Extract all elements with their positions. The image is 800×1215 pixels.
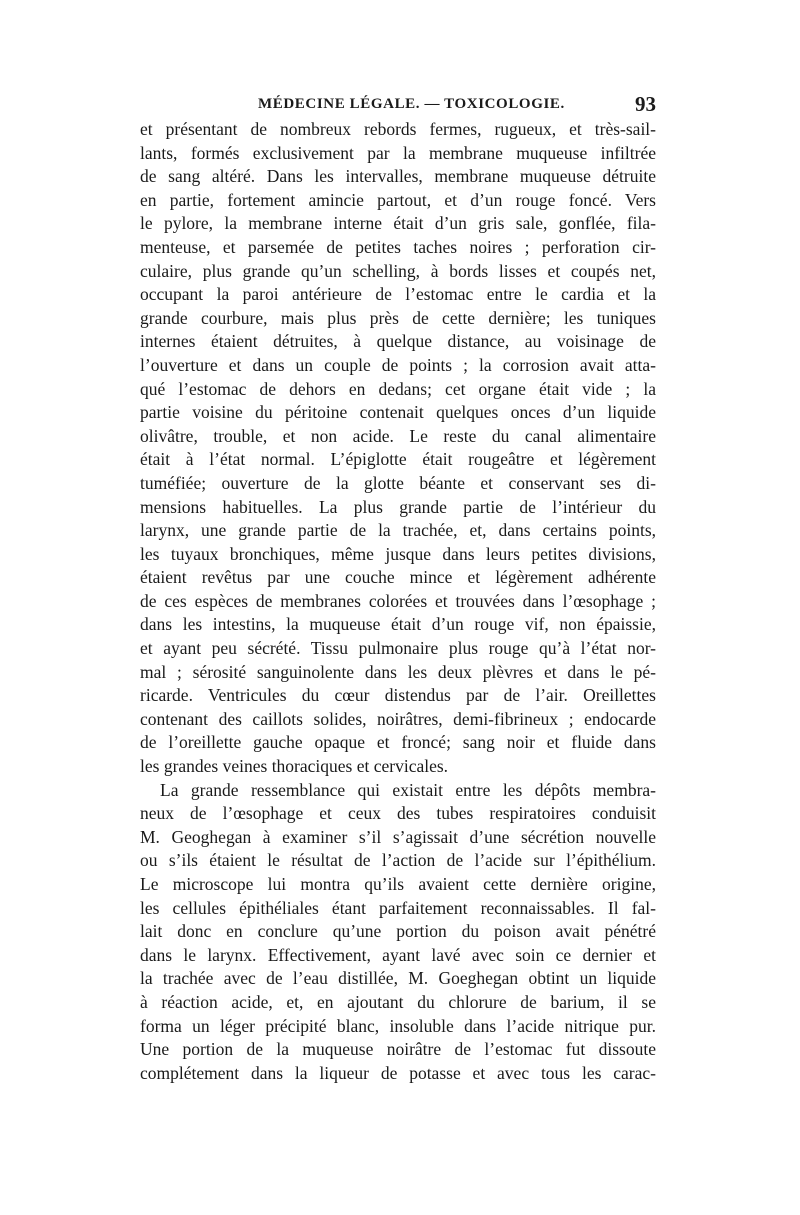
page-number: 93 bbox=[635, 92, 656, 116]
text-line: et présentant de nombreux rebords fermes, rugueux, et très-sail- bbox=[140, 119, 656, 139]
text-line: étaient revêtus par une couche mince et légèrement adhérente bbox=[140, 567, 656, 588]
text-line: lants, formés exclusivement par la membrane muqueuse infiltrée bbox=[140, 142, 656, 163]
text-line: menteuse, et parsemée de petites taches noires ; perforation cir- bbox=[140, 236, 656, 257]
text-line: les cellules épithéliales étant parfaitement reconnaissables. Il fal- bbox=[140, 897, 656, 918]
text-line: forma un léger précipité blanc, insoluble dans l’acide nitrique pur. bbox=[140, 1015, 656, 1036]
text-line: culaire, plus grande qu’un schelling, à bords lisses et coupés net, bbox=[140, 260, 656, 281]
text-line: internes étaient détruites, à quelque distance, au voisinage de bbox=[140, 331, 656, 352]
text-line: qué l’estomac de dehors en dedans; cet organe était vide ; la bbox=[140, 378, 656, 399]
text-line: de sang altéré. Dans les intervalles, membrane muqueuse détruite bbox=[140, 166, 656, 187]
text-line: était à l’état normal. L’épiglotte était rougeâtre et légèrement bbox=[140, 449, 656, 470]
text-line: dans le larynx. Effectivement, ayant lavé avec soin ce dernier et bbox=[140, 944, 656, 965]
text-line: La grande ressemblance qui existait entre les dépôts membra- bbox=[160, 779, 656, 800]
text-line: dans les intestins, la muqueuse était d’un rouge vif, non épaissie, bbox=[140, 614, 656, 635]
body-text bbox=[140, 118, 656, 1085]
text-line: à réaction acide, et, en ajoutant du chlorure de barium, il se bbox=[140, 991, 656, 1012]
text-line: ou s’ils étaient le résultat de l’action de l’acide sur l’épithélium. bbox=[140, 850, 656, 871]
text-line: mal ; sérosité sanguinolente dans les deux plèvres et dans le pé- bbox=[140, 661, 656, 682]
text-line: Le microscope lui montra qu’ils avaient cette dernière origine, bbox=[140, 874, 656, 894]
text-line: la trachée avec de l’eau distillée, M. Goeghegan obtint un liquide bbox=[140, 968, 656, 989]
text-line: le pylore, la membrane interne était d’un gris sale, gonflée, fila- bbox=[140, 213, 656, 234]
text-line: occupant la paroi antérieure de l’estomac entre le cardia et la bbox=[140, 284, 656, 305]
text-line: les grandes veines thoraciques et cervicales. bbox=[140, 756, 449, 777]
text-line: olivâtre, trouble, et non acide. Le reste du canal alimentaire bbox=[140, 425, 656, 446]
text-line: neux de l’œsophage et ceux des tubes respiratoires conduisit bbox=[140, 803, 656, 824]
text-line: de ces espèces de membranes colorées et trouvées dans l’œsophage ; bbox=[140, 590, 656, 611]
text-line: mensions habituelles. La plus grande partie de l’intérieur du bbox=[140, 496, 656, 517]
text-line: en partie, fortement amincie partout, et d’un rouge foncé. Vers bbox=[140, 189, 656, 210]
text-line: tuméfiée; ouverture de la glotte béante et conservant ses di- bbox=[140, 472, 656, 493]
text-line: complétement dans la liqueur de potasse et avec tous les carac- bbox=[140, 1062, 656, 1083]
running-title: MÉDECINE LÉGALE. — TOXICOLOGIE. bbox=[258, 96, 565, 112]
text-line: et ayant peu sécrété. Tissu pulmonaire plus rouge qu’à l’état nor- bbox=[140, 638, 656, 659]
text-line: M. Geoghegan à examiner s’il s’agissait d’une sécrétion nouvelle bbox=[140, 826, 656, 847]
text-line: contenant des caillots solides, noirâtres, demi-fibrineux ; endocarde bbox=[140, 708, 656, 729]
text-line: ricarde. Ventricules du cœur distendus par de l’air. Oreillettes bbox=[140, 685, 656, 706]
running-head bbox=[140, 94, 656, 118]
text-line: lait donc en conclure qu’une portion du poison avait pénétré bbox=[140, 921, 656, 942]
text-line: de l’oreillette gauche opaque et froncé; sang noir et fluide dans bbox=[140, 732, 656, 753]
text-line: grande courbure, mais plus près de cette dernière; les tuniques bbox=[140, 307, 656, 328]
text-line: les tuyaux bronchiques, même jusque dans leurs petites divisions, bbox=[140, 543, 656, 564]
text-line: partie voisine du péritoine contenait quelques onces d’un liquide bbox=[140, 402, 656, 423]
text-line: larynx, une grande partie de la trachée, et, dans certains points, bbox=[140, 520, 656, 541]
text-line: l’ouverture et dans un couple de points ; la corrosion avait atta- bbox=[140, 354, 656, 375]
text-line: Une portion de la muqueuse noirâtre de l’estomac fut dissoute bbox=[140, 1039, 656, 1060]
